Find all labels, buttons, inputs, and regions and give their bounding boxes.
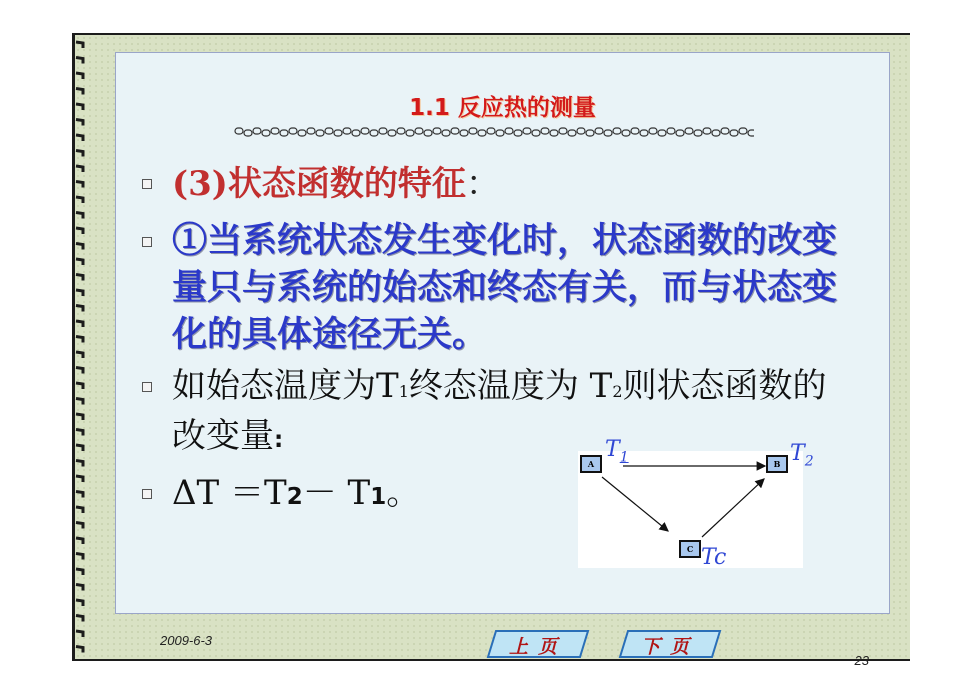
next-page-button[interactable] [618, 629, 722, 659]
bullet-statement-text: ①当系统状态发生变化时，状态函数的改变量只与系统的始态和终态有关，而与状态变化的具体途径无关。 [172, 220, 838, 355]
example-part1: 如始态温度为T [172, 366, 399, 406]
bullet-square-icon [142, 382, 152, 392]
prev-page-label: 上页 [508, 636, 567, 658]
label-t1 [605, 437, 629, 465]
arrow-c-to-b [702, 479, 764, 537]
slide-date: 2009-6-3 [160, 633, 213, 648]
node-a: A [580, 455, 602, 473]
formula-part3: 。 [386, 473, 421, 513]
formula-sub1: 2 [286, 484, 303, 510]
bullet-square-icon [142, 489, 152, 499]
slide-title: 1.1 反应热的测量 [409, 95, 596, 121]
label-t2-sub: 2 [804, 453, 814, 470]
label-t1-main: T [605, 437, 620, 462]
label-t1-sub: 1 [619, 449, 629, 466]
label-t2-main: T [790, 441, 805, 466]
example-sub1: 1 [398, 382, 409, 401]
bullet-square-icon [142, 237, 152, 247]
formula-part1: ΔT ＝T [172, 473, 287, 513]
slide-page-number: 23 [854, 653, 869, 668]
formula-part2: － T [302, 473, 371, 513]
bullet-example [140, 364, 860, 466]
state-path-diagram [578, 437, 814, 570]
content-panel [115, 52, 890, 668]
example-sub2: 2 [612, 382, 623, 401]
bullet-heading-text: (3)状态函数的特征 [172, 164, 466, 204]
bullet-square-icon [142, 179, 152, 189]
formula-sub2: 1 [370, 484, 387, 510]
label-t2 [790, 441, 814, 469]
binding-spiral [74, 36, 92, 656]
example-part3: 则状态函数的改变量 [172, 366, 827, 456]
label-tc: Tc [701, 545, 727, 570]
bullet-heading [140, 163, 860, 205]
example-colon: : [274, 427, 284, 453]
arrow-a-to-c [602, 477, 668, 531]
node-c: C [679, 540, 701, 558]
next-page-label: 下页 [640, 636, 699, 658]
bullet-statement [140, 217, 860, 358]
node-b: B [766, 455, 788, 473]
chain-divider [234, 127, 754, 137]
bullet-heading-colon: ： [465, 164, 500, 204]
example-part2: 终态温度为 T [408, 366, 613, 406]
prev-page-button[interactable] [486, 629, 590, 659]
